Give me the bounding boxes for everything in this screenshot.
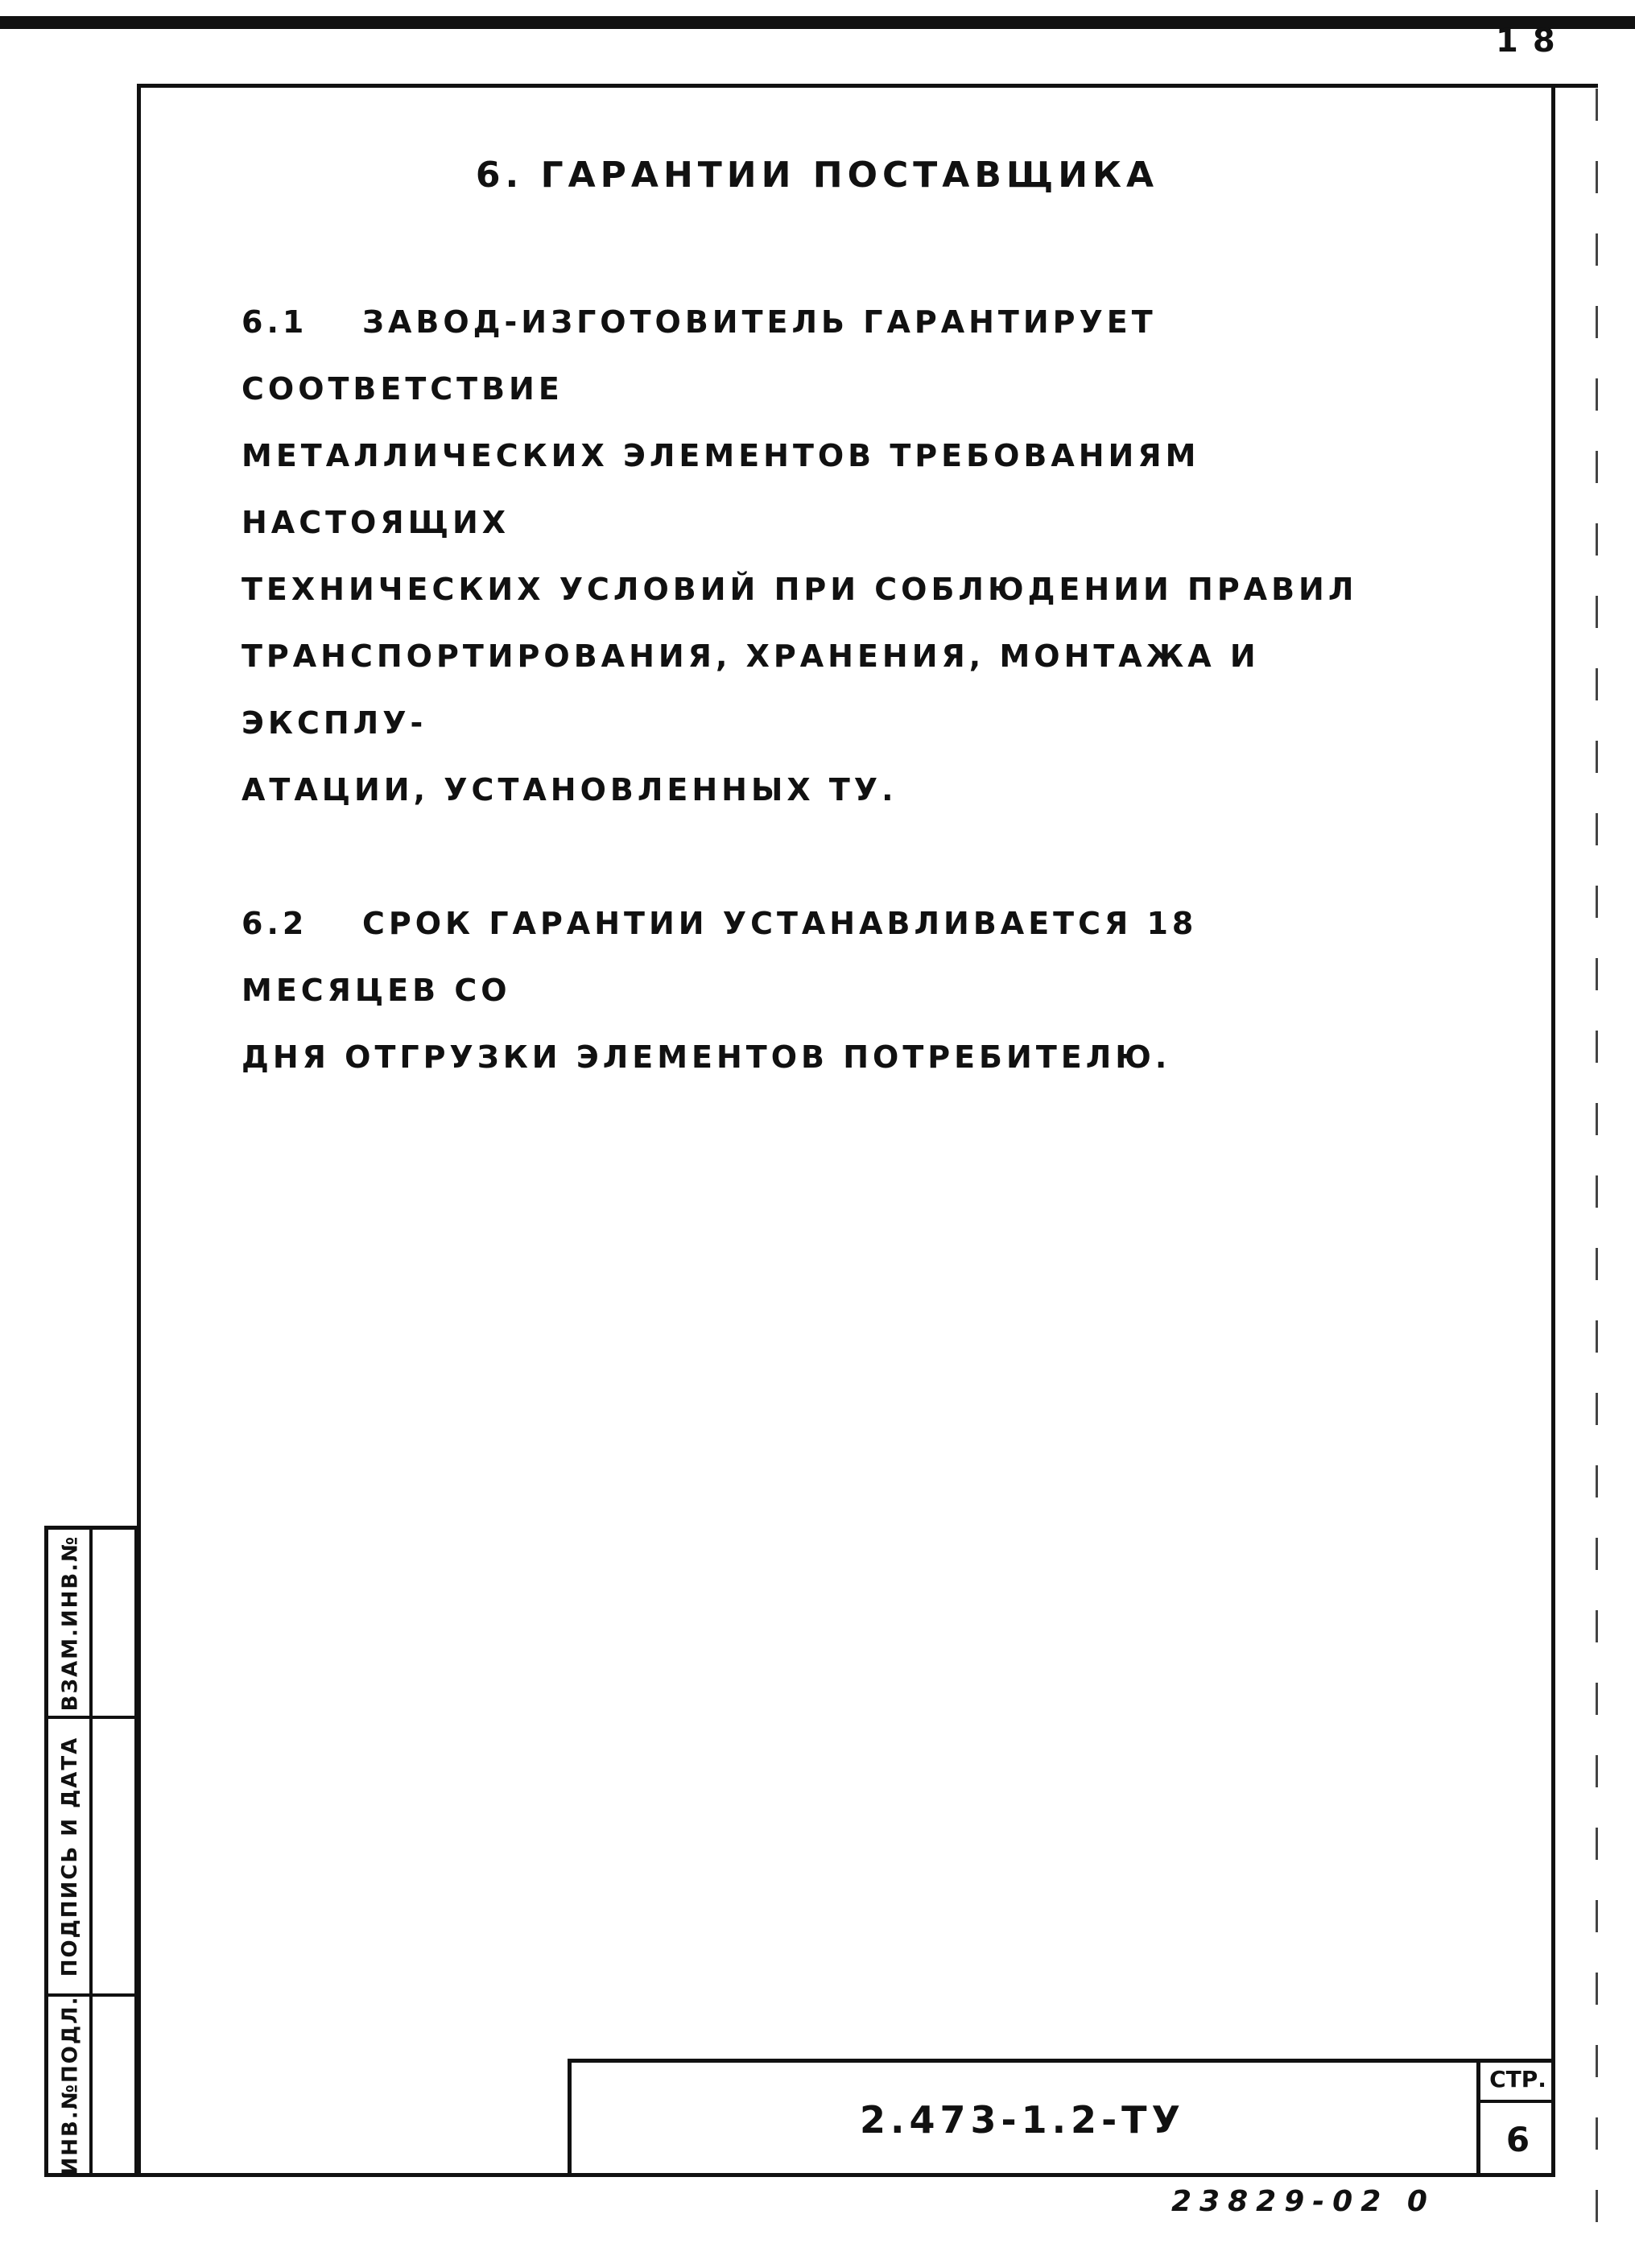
clause-6-1-continuation: МЕТАЛЛИЧЕСКИХ ЭЛЕМЕНТОВ ТРЕБОВАНИЯМ НАСТОЯЩИХ ТЕХНИЧЕСКИХ УСЛОВИЙ ПРИ СОБЛЮДЕНИИ ПРАВИЛ ТРАНСПОРТИРОВАНИЯ, ХРАНЕНИЯ, МОНТАЖА И ЭКСПЛУ- АТАЦИИ, УСТАНОВЛЕННЫХ ТУ. [242, 438, 1358, 808]
page-label: СТР. [1480, 2059, 1555, 2103]
margin-stamp-divider [48, 1530, 93, 2173]
section-heading: 6. ГАРАНТИИ ПОСТАВЩИКА [475, 155, 1159, 196]
clause-first-line: ЗАВОД-ИЗГОТОВИТЕЛЬ ГАРАНТИРУЕТ СООТВЕТСТВИЕ [242, 304, 1157, 407]
clause-6-2 [242, 824, 1393, 1024]
document-code: 2.473-1.2-ТУ [859, 2098, 1186, 2142]
page-number: 6 [1505, 2120, 1530, 2159]
replacement-inv-label: ВЗАМ.ИНВ.№ [58, 1535, 83, 1711]
page-number-box [1476, 2059, 1555, 2177]
top-border-rule [0, 16, 1635, 29]
clause-6-1 [242, 222, 1393, 423]
margin-stamp-rule [93, 1716, 138, 1719]
margin-stamp-rule [93, 1993, 138, 1997]
margin-stamp-block [44, 1526, 138, 2177]
clause-first-line: СРОК ГАРАНТИИ УСТАНАВЛИВАЕТСЯ 18 МЕСЯЦЕВ СО [242, 906, 1198, 1008]
document-body [242, 151, 1393, 1091]
signature-date-label: ПОДПИСЬ И ДАТА [58, 1736, 83, 1977]
inventory-number: 23829-02 0 [1171, 2185, 1435, 2218]
clause-6-2-continuation: ДНЯ ОТГРУЗКИ ЭЛЕМЕНТОВ ПОТРЕБИТЕЛЮ. [242, 1039, 1171, 1075]
title-block [568, 2059, 1555, 2177]
clause-number: 6.2 [242, 906, 308, 941]
clause-number: 6.1 [242, 304, 308, 340]
original-inv-label: ИНВ.№ПОДЛ. [58, 1995, 83, 2175]
scan-edge-line [1596, 89, 1598, 2262]
frame-top-extension [1550, 84, 1598, 88]
sheet-number: 18 [1496, 23, 1570, 60]
